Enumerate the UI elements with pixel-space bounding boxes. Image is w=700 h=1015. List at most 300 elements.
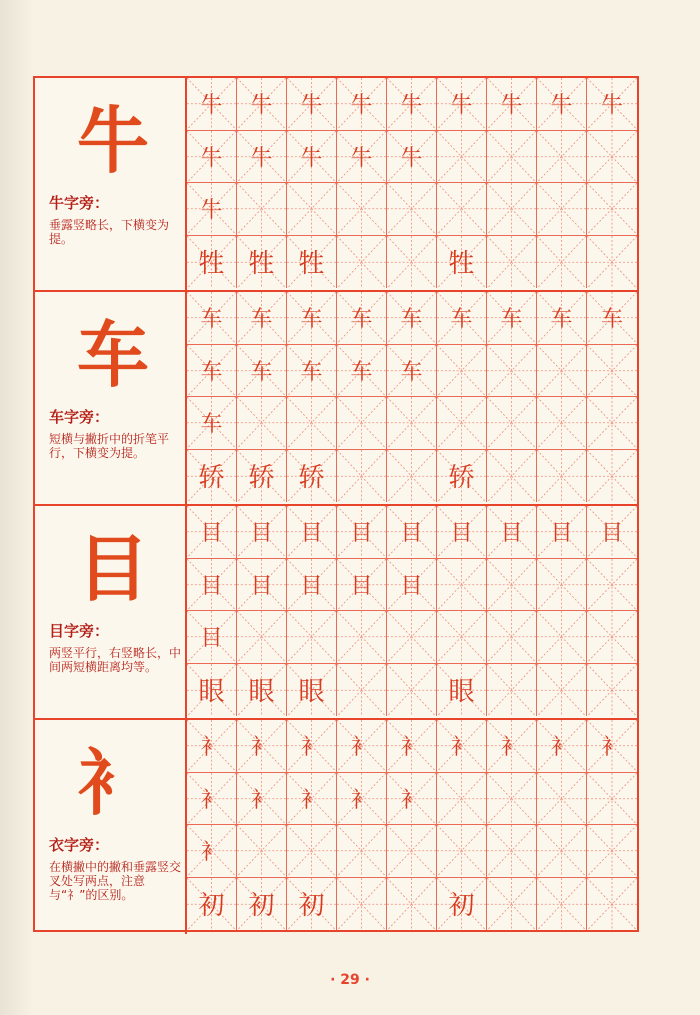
- example-character: 眼: [298, 677, 325, 708]
- practice-character: 车: [500, 307, 523, 333]
- practice-cell[interactable]: [287, 664, 337, 717]
- radical-title: 目字旁：: [49, 622, 110, 640]
- practice-cell[interactable]: [237, 131, 287, 184]
- practice-cell[interactable]: [337, 292, 387, 345]
- mi-grid-guide: [387, 611, 436, 663]
- practice-cell[interactable]: [237, 878, 287, 931]
- practice-cell[interactable]: [437, 450, 487, 503]
- mi-grid-guide: [587, 773, 637, 825]
- practice-character: 目: [250, 573, 273, 599]
- radical-character: 车: [76, 312, 149, 397]
- mi-grid-guide: [587, 878, 637, 931]
- practice-cell[interactable]: [487, 78, 537, 131]
- example-character: 眼: [448, 677, 475, 708]
- practice-cell[interactable]: [287, 292, 337, 345]
- radical-title: 牛字旁：: [49, 194, 110, 212]
- practice-cell[interactable]: [337, 664, 387, 717]
- practice-character: 牛: [450, 93, 473, 119]
- radical-info-panel: [35, 292, 187, 504]
- radical-description: 垂露竖略长，下横变为提。: [49, 218, 170, 246]
- practice-character: 衤: [250, 735, 273, 761]
- practice-cell[interactable]: [587, 611, 637, 664]
- practice-cell[interactable]: [337, 506, 387, 559]
- practice-cell[interactable]: [337, 78, 387, 131]
- practice-cell[interactable]: [237, 825, 287, 878]
- mi-grid-guide: [537, 236, 586, 289]
- practice-character: 车: [300, 307, 323, 333]
- radical-section: [35, 78, 637, 292]
- practice-cell[interactable]: [337, 559, 387, 612]
- practice-cell[interactable]: [287, 720, 337, 773]
- radical-section: [35, 720, 637, 934]
- practice-cell[interactable]: [587, 506, 637, 559]
- example-character: 牲: [448, 249, 475, 280]
- practice-cell[interactable]: [387, 611, 437, 664]
- practice-cell[interactable]: [437, 345, 487, 398]
- mi-grid-guide: [487, 397, 536, 449]
- practice-cell[interactable]: [487, 878, 537, 931]
- practice-grid: [187, 720, 637, 934]
- practice-cell[interactable]: [537, 559, 587, 612]
- practice-cell[interactable]: [387, 825, 437, 878]
- practice-character: 车: [350, 307, 373, 333]
- mi-grid-guide: [437, 131, 486, 183]
- practice-cell[interactable]: [287, 345, 337, 398]
- practice-cell[interactable]: [537, 292, 587, 345]
- practice-character: 衤: [200, 840, 223, 866]
- practice-cell[interactable]: [537, 720, 587, 773]
- mi-grid-guide: [337, 183, 386, 235]
- example-character: 轿: [448, 463, 475, 494]
- radical-description: 两竖平行，右竖略长，中间两短横距离均等。: [49, 646, 182, 674]
- practice-cell[interactable]: [537, 183, 587, 236]
- practice-cell[interactable]: [237, 345, 287, 398]
- practice-cell[interactable]: [487, 345, 537, 398]
- mi-grid-guide: [337, 878, 386, 931]
- practice-cell[interactable]: [187, 773, 237, 826]
- practice-character: 车: [400, 359, 423, 385]
- example-character: 牲: [248, 249, 275, 280]
- practice-cell[interactable]: [537, 131, 587, 184]
- practice-cell[interactable]: [387, 878, 437, 931]
- practice-cell[interactable]: [287, 183, 337, 236]
- practice-cell[interactable]: [437, 878, 487, 931]
- practice-character: 牛: [250, 145, 273, 171]
- radical-section: [35, 292, 637, 506]
- mi-grid-guide: [287, 611, 336, 663]
- practice-cell[interactable]: [437, 611, 487, 664]
- practice-character: 牛: [400, 145, 423, 171]
- practice-cell[interactable]: [287, 878, 337, 931]
- practice-cell[interactable]: [387, 183, 437, 236]
- practice-cell[interactable]: [237, 78, 287, 131]
- practice-cell[interactable]: [487, 825, 537, 878]
- practice-cell[interactable]: [587, 131, 637, 184]
- mi-grid-guide: [487, 345, 536, 397]
- practice-cell[interactable]: [437, 236, 487, 289]
- practice-cell[interactable]: [587, 183, 637, 236]
- practice-cell[interactable]: [187, 183, 237, 236]
- practice-cell[interactable]: [437, 559, 487, 612]
- practice-cell[interactable]: [237, 450, 287, 503]
- mi-grid-guide: [587, 559, 637, 611]
- practice-cell[interactable]: [187, 397, 237, 450]
- practice-cell[interactable]: [337, 236, 387, 289]
- practice-character: 目: [500, 521, 523, 547]
- copybook-page: [33, 76, 639, 932]
- mi-grid-guide: [487, 878, 536, 931]
- practice-cell[interactable]: [187, 292, 237, 345]
- practice-cell[interactable]: [187, 559, 237, 612]
- mi-grid-guide: [337, 397, 386, 449]
- practice-cell[interactable]: [237, 559, 287, 612]
- practice-cell[interactable]: [487, 773, 537, 826]
- practice-cell[interactable]: [287, 559, 337, 612]
- practice-cell[interactable]: [337, 397, 387, 450]
- practice-cell[interactable]: [587, 236, 637, 289]
- mi-grid-guide: [587, 664, 637, 717]
- practice-character: 牛: [550, 93, 573, 119]
- practice-cell[interactable]: [587, 450, 637, 503]
- practice-cell[interactable]: [537, 236, 587, 289]
- mi-grid-guide: [287, 183, 336, 235]
- practice-cell[interactable]: [387, 773, 437, 826]
- practice-cell[interactable]: [287, 78, 337, 131]
- practice-cell[interactable]: [487, 450, 537, 503]
- practice-grid: [187, 506, 637, 718]
- mi-grid-guide: [587, 397, 637, 449]
- mi-grid-guide: [337, 611, 386, 663]
- practice-character: 车: [450, 307, 473, 333]
- mi-grid-guide: [237, 825, 286, 877]
- practice-cell[interactable]: [387, 292, 437, 345]
- practice-cell[interactable]: [537, 664, 587, 717]
- mi-grid-guide: [487, 773, 536, 825]
- practice-character: 衤: [300, 735, 323, 761]
- practice-character: 牛: [400, 93, 423, 119]
- practice-cell[interactable]: [187, 450, 237, 503]
- practice-character: 衤: [600, 735, 623, 761]
- practice-character: 车: [200, 307, 223, 333]
- practice-cell[interactable]: [337, 825, 387, 878]
- practice-character: 衤: [200, 735, 223, 761]
- practice-cell[interactable]: [537, 397, 587, 450]
- practice-character: 衤: [500, 735, 523, 761]
- example-character: 初: [448, 891, 475, 922]
- practice-character: 目: [300, 521, 323, 547]
- mi-grid-guide: [487, 183, 536, 235]
- practice-character: 衤: [300, 787, 323, 813]
- practice-character: 衤: [200, 787, 223, 813]
- practice-cell[interactable]: [187, 78, 237, 131]
- practice-cell[interactable]: [487, 611, 537, 664]
- mi-grid-guide: [437, 345, 486, 397]
- practice-cell[interactable]: [287, 825, 337, 878]
- mi-grid-guide: [387, 236, 436, 289]
- practice-cell[interactable]: [437, 506, 487, 559]
- example-character: 初: [198, 891, 225, 922]
- practice-cell[interactable]: [587, 720, 637, 773]
- mi-grid-guide: [337, 450, 386, 503]
- practice-character: 目: [200, 521, 223, 547]
- mi-grid-guide: [587, 825, 637, 877]
- practice-cell[interactable]: [287, 773, 337, 826]
- practice-character: 衤: [450, 735, 473, 761]
- practice-cell[interactable]: [487, 131, 537, 184]
- practice-cell[interactable]: [437, 397, 487, 450]
- practice-cell[interactable]: [237, 236, 287, 289]
- practice-character: 目: [550, 521, 573, 547]
- mi-grid-guide: [487, 559, 536, 611]
- practice-cell[interactable]: [337, 720, 387, 773]
- practice-cell[interactable]: [437, 183, 487, 236]
- practice-cell[interactable]: [287, 131, 337, 184]
- practice-cell[interactable]: [587, 78, 637, 131]
- practice-cell[interactable]: [187, 236, 237, 289]
- practice-cell[interactable]: [487, 559, 537, 612]
- practice-cell[interactable]: [387, 78, 437, 131]
- mi-grid-guide: [587, 345, 637, 397]
- mi-grid-guide: [387, 450, 436, 503]
- practice-character: 衤: [400, 735, 423, 761]
- practice-cell[interactable]: [387, 559, 437, 612]
- page-gutter-shadow: [0, 0, 33, 1015]
- practice-cell[interactable]: [587, 397, 637, 450]
- practice-character: 目: [250, 521, 273, 547]
- practice-cell[interactable]: [487, 397, 537, 450]
- practice-cell[interactable]: [237, 664, 287, 717]
- practice-cell[interactable]: [387, 664, 437, 717]
- practice-cell[interactable]: [337, 183, 387, 236]
- mi-grid-guide: [337, 664, 386, 717]
- practice-cell[interactable]: [187, 611, 237, 664]
- practice-cell[interactable]: [537, 450, 587, 503]
- mi-grid-guide: [487, 131, 536, 183]
- practice-cell[interactable]: [337, 450, 387, 503]
- practice-cell[interactable]: [187, 664, 237, 717]
- practice-cell[interactable]: [537, 773, 587, 826]
- practice-character: 衤: [400, 787, 423, 813]
- practice-cell[interactable]: [287, 397, 337, 450]
- practice-cell[interactable]: [187, 878, 237, 931]
- mi-grid-guide: [387, 825, 436, 877]
- mi-grid-guide: [437, 611, 486, 663]
- mi-grid-guide: [537, 183, 586, 235]
- practice-cell[interactable]: [337, 611, 387, 664]
- practice-cell[interactable]: [287, 506, 337, 559]
- mi-grid-guide: [487, 664, 536, 717]
- mi-grid-guide: [337, 825, 386, 877]
- mi-grid-guide: [537, 878, 586, 931]
- mi-grid-guide: [237, 611, 286, 663]
- practice-cell[interactable]: [287, 450, 337, 503]
- practice-grid: [187, 78, 637, 290]
- practice-character: 车: [350, 359, 373, 385]
- mi-grid-guide: [587, 236, 637, 289]
- practice-character: 衤: [350, 735, 373, 761]
- radical-character: 牛: [76, 98, 149, 183]
- mi-grid-guide: [537, 611, 586, 663]
- practice-cell[interactable]: [387, 345, 437, 398]
- practice-character: 车: [600, 307, 623, 333]
- practice-cell[interactable]: [487, 506, 537, 559]
- practice-cell[interactable]: [487, 236, 537, 289]
- practice-character: 牛: [600, 93, 623, 119]
- practice-cell[interactable]: [437, 720, 487, 773]
- mi-grid-guide: [487, 825, 536, 877]
- practice-cell[interactable]: [487, 664, 537, 717]
- practice-cell[interactable]: [387, 397, 437, 450]
- radical-character: 衤: [76, 740, 149, 825]
- practice-cell[interactable]: [187, 720, 237, 773]
- mi-grid-guide: [537, 664, 586, 717]
- mi-grid-guide: [537, 397, 586, 449]
- mi-grid-guide: [587, 611, 637, 663]
- practice-cell[interactable]: [487, 720, 537, 773]
- radical-info-panel: [35, 78, 187, 290]
- practice-cell[interactable]: [237, 292, 287, 345]
- practice-cell[interactable]: [437, 825, 487, 878]
- practice-cell[interactable]: [587, 345, 637, 398]
- mi-grid-guide: [287, 825, 336, 877]
- practice-cell[interactable]: [237, 611, 287, 664]
- mi-grid-guide: [437, 397, 486, 449]
- practice-cell[interactable]: [337, 773, 387, 826]
- practice-character: 衤: [350, 787, 373, 813]
- practice-cell[interactable]: [437, 292, 487, 345]
- practice-cell[interactable]: [387, 450, 437, 503]
- practice-cell[interactable]: [537, 825, 587, 878]
- practice-character: 牛: [350, 145, 373, 171]
- practice-cell[interactable]: [387, 131, 437, 184]
- practice-cell[interactable]: [337, 345, 387, 398]
- practice-character: 目: [300, 573, 323, 599]
- practice-character: 目: [600, 521, 623, 547]
- practice-character: 牛: [200, 93, 223, 119]
- practice-character: 衤: [550, 735, 573, 761]
- mi-grid-guide: [437, 825, 486, 877]
- practice-cell[interactable]: [337, 131, 387, 184]
- practice-character: 衤: [250, 787, 273, 813]
- page-number: · 29 ·: [330, 972, 370, 988]
- mi-grid-guide: [487, 236, 536, 289]
- practice-cell[interactable]: [537, 611, 587, 664]
- practice-cell[interactable]: [287, 236, 337, 289]
- practice-character: 目: [200, 573, 223, 599]
- mi-grid-guide: [537, 773, 586, 825]
- mi-grid-guide: [387, 397, 436, 449]
- practice-cell[interactable]: [387, 506, 437, 559]
- practice-character: 牛: [350, 93, 373, 119]
- practice-cell[interactable]: [237, 720, 287, 773]
- practice-cell[interactable]: [587, 559, 637, 612]
- practice-cell[interactable]: [237, 397, 287, 450]
- example-character: 初: [298, 891, 325, 922]
- practice-cell[interactable]: [437, 131, 487, 184]
- practice-character: 目: [400, 573, 423, 599]
- practice-cell[interactable]: [187, 506, 237, 559]
- mi-grid-guide: [287, 397, 336, 449]
- practice-character: 牛: [500, 93, 523, 119]
- mi-grid-guide: [237, 183, 286, 235]
- example-character: 眼: [198, 677, 225, 708]
- example-character: 眼: [248, 677, 275, 708]
- mi-grid-guide: [437, 773, 486, 825]
- practice-cell[interactable]: [237, 183, 287, 236]
- radical-description: 短横与撇折中的折笔平行，下横变为提。: [49, 432, 170, 460]
- mi-grid-guide: [487, 450, 536, 503]
- practice-cell[interactable]: [487, 183, 537, 236]
- practice-character: 牛: [300, 93, 323, 119]
- practice-character: 车: [250, 359, 273, 385]
- example-character: 轿: [198, 463, 225, 494]
- practice-cell[interactable]: [487, 292, 537, 345]
- mi-grid-guide: [537, 450, 586, 503]
- practice-cell[interactable]: [187, 345, 237, 398]
- practice-character: 目: [350, 573, 373, 599]
- example-character: 轿: [248, 463, 275, 494]
- mi-grid-guide: [387, 878, 436, 931]
- example-character: 牲: [298, 249, 325, 280]
- practice-cell[interactable]: [587, 773, 637, 826]
- practice-character: 目: [400, 521, 423, 547]
- practice-character: 目: [350, 521, 373, 547]
- practice-character: 牛: [200, 145, 223, 171]
- practice-cell[interactable]: [337, 878, 387, 931]
- radical-info-panel: [35, 720, 187, 934]
- radical-title: 衣字旁：: [49, 836, 110, 854]
- mi-grid-guide: [387, 664, 436, 717]
- example-character: 轿: [298, 463, 325, 494]
- practice-cell[interactable]: [237, 506, 287, 559]
- practice-character: 目: [200, 626, 223, 652]
- mi-grid-guide: [387, 183, 436, 235]
- practice-character: 车: [200, 359, 223, 385]
- practice-cell[interactable]: [537, 506, 587, 559]
- radical-info-panel: [35, 506, 187, 718]
- practice-cell[interactable]: [587, 664, 637, 717]
- radical-character: 目: [76, 526, 149, 611]
- practice-cell[interactable]: [237, 773, 287, 826]
- mi-grid-guide: [537, 559, 586, 611]
- mi-grid-guide: [537, 131, 586, 183]
- practice-cell[interactable]: [287, 611, 337, 664]
- example-character: 初: [248, 891, 275, 922]
- practice-cell[interactable]: [537, 345, 587, 398]
- practice-cell[interactable]: [437, 78, 487, 131]
- practice-cell[interactable]: [537, 878, 587, 931]
- practice-cell[interactable]: [587, 825, 637, 878]
- practice-cell[interactable]: [587, 292, 637, 345]
- practice-cell[interactable]: [387, 720, 437, 773]
- practice-character: 车: [250, 307, 273, 333]
- practice-character: 车: [300, 359, 323, 385]
- practice-character: 牛: [300, 145, 323, 171]
- practice-cell[interactable]: [187, 131, 237, 184]
- mi-grid-guide: [587, 131, 637, 183]
- mi-grid-guide: [537, 345, 586, 397]
- mi-grid-guide: [437, 183, 486, 235]
- practice-cell[interactable]: [587, 878, 637, 931]
- practice-cell[interactable]: [387, 236, 437, 289]
- practice-cell[interactable]: [187, 825, 237, 878]
- practice-cell[interactable]: [437, 664, 487, 717]
- practice-cell[interactable]: [537, 78, 587, 131]
- practice-grid: [187, 292, 637, 504]
- practice-cell[interactable]: [437, 773, 487, 826]
- practice-character: 车: [200, 412, 223, 438]
- radical-description: 在横撇中的撇和垂露竖交叉处写两点，注意与“礻”的区别。: [49, 860, 182, 902]
